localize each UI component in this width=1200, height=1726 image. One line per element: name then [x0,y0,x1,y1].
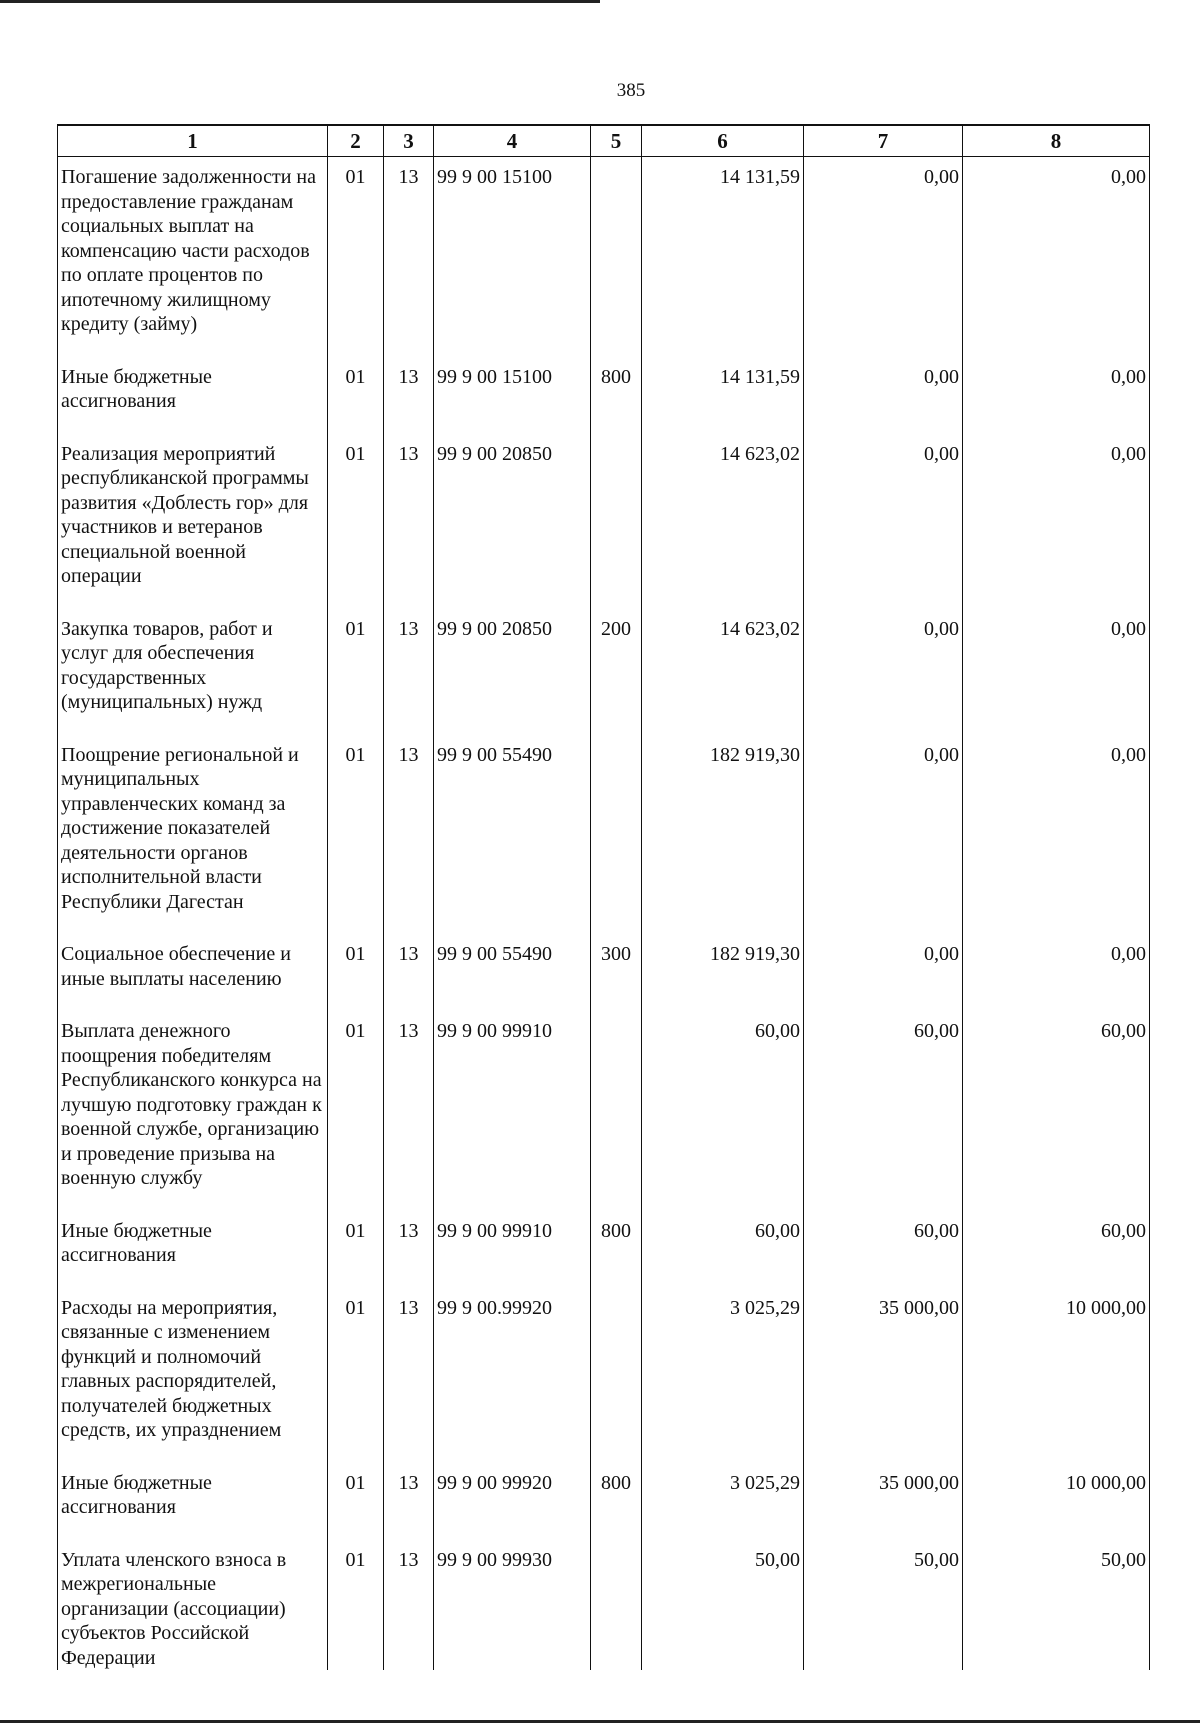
row-target-code: 99 9 00 99910 [434,1011,591,1211]
row-expense-type: 300 [591,934,642,1011]
row-name: Выплата денежного поощрения победителям Республиканского конкурса на лучшую подготовку граждан к военной службе, организацию и проведение призыва на военную службу [58,1011,328,1211]
row-target-code: 99 9 00 55490 [434,934,591,1011]
row-section: 01 [328,735,384,935]
row-amount-6: 3 025,29 [642,1463,804,1540]
row-amount-6: 14 131,59 [642,157,804,357]
row-subsection: 13 [384,1011,434,1211]
scan-edge-top [0,0,600,3]
row-amount-8: 0,00 [963,157,1150,357]
row-target-code: 99 9 00 99920 [434,1463,591,1540]
row-target-code: 99 9 00 20850 [434,609,591,735]
row-section: 01 [328,1463,384,1540]
row-amount-6: 60,00 [642,1011,804,1211]
row-subsection: 13 [384,1540,434,1671]
row-amount-6: 14 131,59 [642,357,804,434]
row-expense-type [591,1288,642,1463]
table-row [58,1288,1150,1463]
table-header-row [58,125,1150,157]
row-subsection: 13 [384,357,434,434]
row-subsection: 13 [384,1288,434,1463]
page-number: 385 [616,80,646,101]
row-section: 01 [328,1211,384,1288]
row-amount-8: 10 000,00 [963,1288,1150,1463]
row-amount-7: 0,00 [804,434,963,609]
budget-table [57,124,1150,1670]
row-target-code: 99 9 00 15100 [434,357,591,434]
row-expense-type: 800 [591,357,642,434]
row-name: Расходы на мероприятия, связанные с изменением функций и полномочий главных распорядителей, получателей бюджетных средств, их упразднением [58,1288,328,1463]
header-col-8: 8 [963,125,1150,157]
header-col-4: 4 [434,125,591,157]
row-amount-8: 0,00 [963,609,1150,735]
row-amount-7: 60,00 [804,1211,963,1288]
row-name: Социальное обеспечение и иные выплаты населению [58,934,328,1011]
row-target-code: 99 9 00 99910 [434,1211,591,1288]
row-expense-type: 800 [591,1211,642,1288]
row-section: 01 [328,609,384,735]
header-col-1: 1 [58,125,328,157]
table-row [58,434,1150,609]
row-expense-type [591,1540,642,1671]
row-amount-8: 50,00 [963,1540,1150,1671]
row-subsection: 13 [384,934,434,1011]
row-amount-8: 0,00 [963,735,1150,935]
row-expense-type [591,434,642,609]
row-amount-7: 35 000,00 [804,1288,963,1463]
header-col-7: 7 [804,125,963,157]
row-target-code: 99 9 00 55490 [434,735,591,935]
row-name: Закупка товаров, работ и услуг для обеспечения государственных (муниципальных) нужд [58,609,328,735]
table-row [58,357,1150,434]
row-expense-type: 200 [591,609,642,735]
row-amount-6: 3 025,29 [642,1288,804,1463]
row-target-code: 99 9 00 20850 [434,434,591,609]
table-row [58,1540,1150,1671]
row-expense-type [591,1011,642,1211]
row-section: 01 [328,934,384,1011]
header-col-2: 2 [328,125,384,157]
row-section: 01 [328,434,384,609]
row-amount-7: 0,00 [804,357,963,434]
table-row [58,1011,1150,1211]
row-section: 01 [328,1540,384,1671]
row-section: 01 [328,1288,384,1463]
row-amount-7: 0,00 [804,735,963,935]
row-name: Погашение задолженности на предоставление гражданам социальных выплат на компенсацию части расходов по оплате процентов по ипотечному жилищному кредиту (займу) [58,157,328,357]
row-section: 01 [328,1011,384,1211]
row-amount-7: 50,00 [804,1540,963,1671]
row-expense-type [591,735,642,935]
table-row [58,609,1150,735]
table-row [58,735,1150,935]
row-name: Иные бюджетные ассигнования [58,357,328,434]
table-row [58,157,1150,357]
scan-edge-bottom [0,1720,1200,1723]
row-target-code: 99 9 00 99930 [434,1540,591,1671]
header-col-6: 6 [642,125,804,157]
row-amount-6: 50,00 [642,1540,804,1671]
row-amount-7: 60,00 [804,1011,963,1211]
row-amount-8: 10 000,00 [963,1463,1150,1540]
row-subsection: 13 [384,157,434,357]
header-col-3: 3 [384,125,434,157]
row-subsection: 13 [384,434,434,609]
row-amount-6: 14 623,02 [642,434,804,609]
row-subsection: 13 [384,1463,434,1540]
row-name: Реализация мероприятий республиканской программы развития «Доблесть гор» для участников и ветеранов специальной военной операции [58,434,328,609]
table-row [58,1463,1150,1540]
row-expense-type [591,157,642,357]
row-section: 01 [328,157,384,357]
row-subsection: 13 [384,735,434,935]
row-name: Иные бюджетные ассигнования [58,1463,328,1540]
row-target-code: 99 9 00 15100 [434,157,591,357]
row-amount-6: 182 919,30 [642,934,804,1011]
row-amount-6: 182 919,30 [642,735,804,935]
row-name: Иные бюджетные ассигнования [58,1211,328,1288]
row-amount-8: 0,00 [963,934,1150,1011]
row-amount-8: 0,00 [963,434,1150,609]
row-expense-type: 800 [591,1463,642,1540]
row-subsection: 13 [384,609,434,735]
row-section: 01 [328,357,384,434]
row-amount-8: 0,00 [963,357,1150,434]
row-amount-6: 60,00 [642,1211,804,1288]
row-amount-6: 14 623,02 [642,609,804,735]
row-amount-7: 0,00 [804,157,963,357]
row-amount-7: 0,00 [804,609,963,735]
row-name: Уплата членского взноса в межрегиональные организации (ассоциации) субъектов Российской Федерации [58,1540,328,1671]
header-col-5: 5 [591,125,642,157]
row-subsection: 13 [384,1211,434,1288]
row-amount-8: 60,00 [963,1011,1150,1211]
row-amount-7: 35 000,00 [804,1463,963,1540]
row-amount-8: 60,00 [963,1211,1150,1288]
table-row [58,934,1150,1011]
row-target-code: 99 9 00.99920 [434,1288,591,1463]
row-amount-7: 0,00 [804,934,963,1011]
table-row [58,1211,1150,1288]
row-name: Поощрение региональной и муниципальных управленческих команд за достижение показателей деятельности органов исполнительной власти Республики Дагестан [58,735,328,935]
